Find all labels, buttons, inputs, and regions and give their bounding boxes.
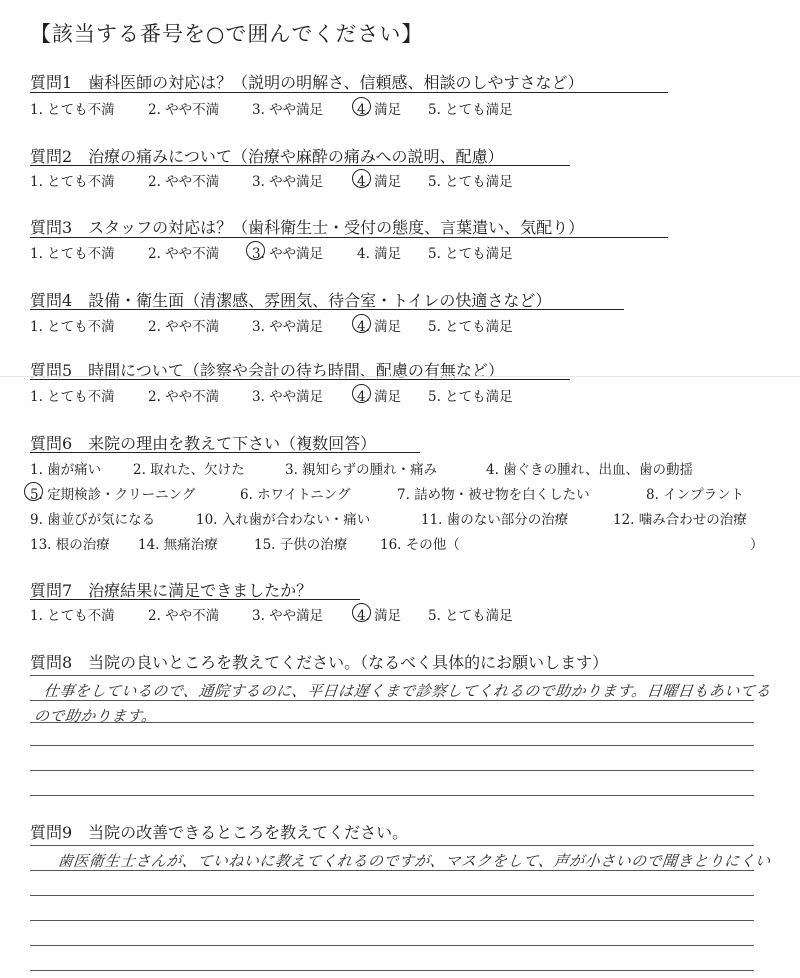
reason-option-10[interactable]: 10. 入れ歯が合わない・痛い xyxy=(196,512,371,528)
question-4-label: 質問4 設備・衛生面（清潔感、雰囲気、待合室・トイレの快適さなど） xyxy=(30,291,552,310)
answer-8-line-5 xyxy=(30,795,754,796)
answer-9-line-4 xyxy=(30,945,754,946)
question-1-option-1[interactable]: 1. とても不満 xyxy=(30,102,115,118)
answer-8-line-4 xyxy=(30,770,754,771)
question-1-option-2[interactable]: 2. やや不満 xyxy=(148,102,220,118)
question-7-option-1[interactable]: 1. とても不満 xyxy=(30,608,115,624)
question-5-option-2[interactable]: 2. やや不満 xyxy=(148,389,220,405)
question-3-option-5[interactable]: 5. とても満足 xyxy=(428,246,513,262)
answer-8-line-2 xyxy=(30,722,754,723)
question-5-option-4[interactable]: 4. 満足 xyxy=(357,389,402,405)
question-5-option-3[interactable]: 3. やや満足 xyxy=(252,389,324,405)
question-2-option-3[interactable]: 3. やや満足 xyxy=(252,174,324,190)
reason-option-3[interactable]: 3. 親知らずの腫れ・痛み xyxy=(285,462,438,478)
reason-option-6[interactable]: 6. ホワイトニング xyxy=(240,487,351,503)
reason-option-2[interactable]: 2. 取れた、欠けた xyxy=(133,462,245,478)
reason-option-4[interactable]: 4. 歯ぐきの腫れ、出血、歯の動揺 xyxy=(486,462,693,478)
question-3-option-1[interactable]: 1. とても不満 xyxy=(30,246,115,262)
question-9-label: 質問9 当院の改善できるところを教えてください。 xyxy=(30,823,409,842)
question-2-underline xyxy=(30,165,570,166)
question-6-label: 質問6 来院の理由を教えて下さい（複数回答） xyxy=(30,434,377,453)
question-5-label: 質問5 時間について（診察や会計の待ち時間、配慮の有無など） xyxy=(30,361,504,380)
question-3-option-2[interactable]: 2. やや不満 xyxy=(148,246,220,262)
question-2-option-5[interactable]: 5. とても満足 xyxy=(428,174,513,190)
answer-9-line-3 xyxy=(30,920,754,921)
answer-8-handwriting-line-2[interactable]: ので助かります。 xyxy=(33,707,158,725)
reason-option-14[interactable]: 14. 無痛治療 xyxy=(138,537,218,553)
answer-9-line-2 xyxy=(30,895,754,896)
question-1-underline xyxy=(30,92,668,93)
question-5-option-1[interactable]: 1. とても不満 xyxy=(30,389,115,405)
question-7-label: 質問7 治療結果に満足できましたか？ xyxy=(30,581,313,600)
question-2-option-2[interactable]: 2. やや不満 xyxy=(148,174,220,190)
answer-8-line-1 xyxy=(30,700,754,701)
question-4-underline xyxy=(30,309,624,310)
answer-9-handwriting-line-1[interactable]: 歯医衛生士さんが、ていねいに教えてくれるのですが、マスクをして、声が小さいので聞きとりにくい xyxy=(57,852,772,870)
question-4-option-4[interactable]: 4. 満足 xyxy=(357,319,402,335)
reason-other-close-paren: ） xyxy=(750,537,764,553)
question-1-option-4[interactable]: 4. 満足 xyxy=(357,102,402,118)
question-7-option-2[interactable]: 2. やや不満 xyxy=(148,608,220,624)
question-4-option-1[interactable]: 1. とても不満 xyxy=(30,319,115,335)
reason-option-8[interactable]: 8. インプラント xyxy=(646,487,745,503)
answer-8-line-3 xyxy=(30,745,754,746)
question-1-label: 質問1 歯科医師の対応は？（説明の明解さ、信頼感、相談のしやすさなど） xyxy=(30,73,584,92)
question-2-label: 質問2 治療の痛みについて（治療や麻酔の痛みへの説明、配慮） xyxy=(30,147,504,166)
answer-9-line-5 xyxy=(30,970,754,971)
question-8-label: 質問8 当院の良いところを教えてください。（なるべく具体的にお願いします） xyxy=(30,653,609,672)
question-7-option-3[interactable]: 3. やや満足 xyxy=(252,608,324,624)
reason-option-1[interactable]: 1. 歯が痛い xyxy=(30,462,102,478)
question-2-option-1[interactable]: 1. とても不満 xyxy=(30,174,115,190)
question-4-option-5[interactable]: 5. とても満足 xyxy=(428,319,513,335)
question-7-underline xyxy=(30,599,360,600)
question-7-option-4[interactable]: 4. 満足 xyxy=(357,608,402,624)
reason-option-15[interactable]: 15. 子供の治療 xyxy=(254,537,348,553)
survey-title: 【該当する番号を○で囲んでください】 xyxy=(30,22,424,46)
question-6-underline xyxy=(30,452,420,453)
reason-option-13[interactable]: 13. 根の治療 xyxy=(30,537,110,553)
question-7-option-5[interactable]: 5. とても満足 xyxy=(428,608,513,624)
question-1-option-3[interactable]: 3. やや満足 xyxy=(252,102,324,118)
answer-8-handwriting-line-1[interactable]: 仕事をしているので、通院するのに、平日は遅くまで診察してくれるので助かります。日曜日もあいてる xyxy=(43,682,772,700)
question-4-option-3[interactable]: 3. やや満足 xyxy=(252,319,324,335)
question-1-option-5[interactable]: 5. とても満足 xyxy=(428,102,513,118)
reason-option-16[interactable]: 16. その他（ xyxy=(380,537,460,553)
answer-9-line-1 xyxy=(30,870,754,871)
reason-option-9[interactable]: 9. 歯並びが気になる xyxy=(30,512,156,528)
reason-option-7[interactable]: 7. 詰め物・被せ物を白くしたい xyxy=(397,487,590,503)
question-3-option-3[interactable]: 3. やや満足 xyxy=(252,246,324,262)
question-4-option-2[interactable]: 2. やや不満 xyxy=(148,319,220,335)
reason-option-11[interactable]: 11. 歯のない部分の治療 xyxy=(421,512,569,528)
question-3-option-4[interactable]: 4. 満足 xyxy=(357,246,402,262)
reason-option-12[interactable]: 12. 噛み合わせの治療 xyxy=(613,512,747,528)
question-5-underline xyxy=(30,379,570,380)
question-2-option-4[interactable]: 4. 満足 xyxy=(357,174,402,190)
scan-artifact-line xyxy=(0,376,800,377)
question-5-option-5[interactable]: 5. とても満足 xyxy=(428,389,513,405)
reason-option-5[interactable]: 5. 定期検診・クリーニング xyxy=(30,487,196,503)
answer-9-line-0 xyxy=(30,845,754,846)
question-3-label: 質問3 スタッフの対応は？（歯科衛生士・受付の態度、言葉遣い、気配り） xyxy=(30,218,585,237)
question-3-underline xyxy=(30,237,668,238)
answer-8-line-0 xyxy=(30,675,754,676)
